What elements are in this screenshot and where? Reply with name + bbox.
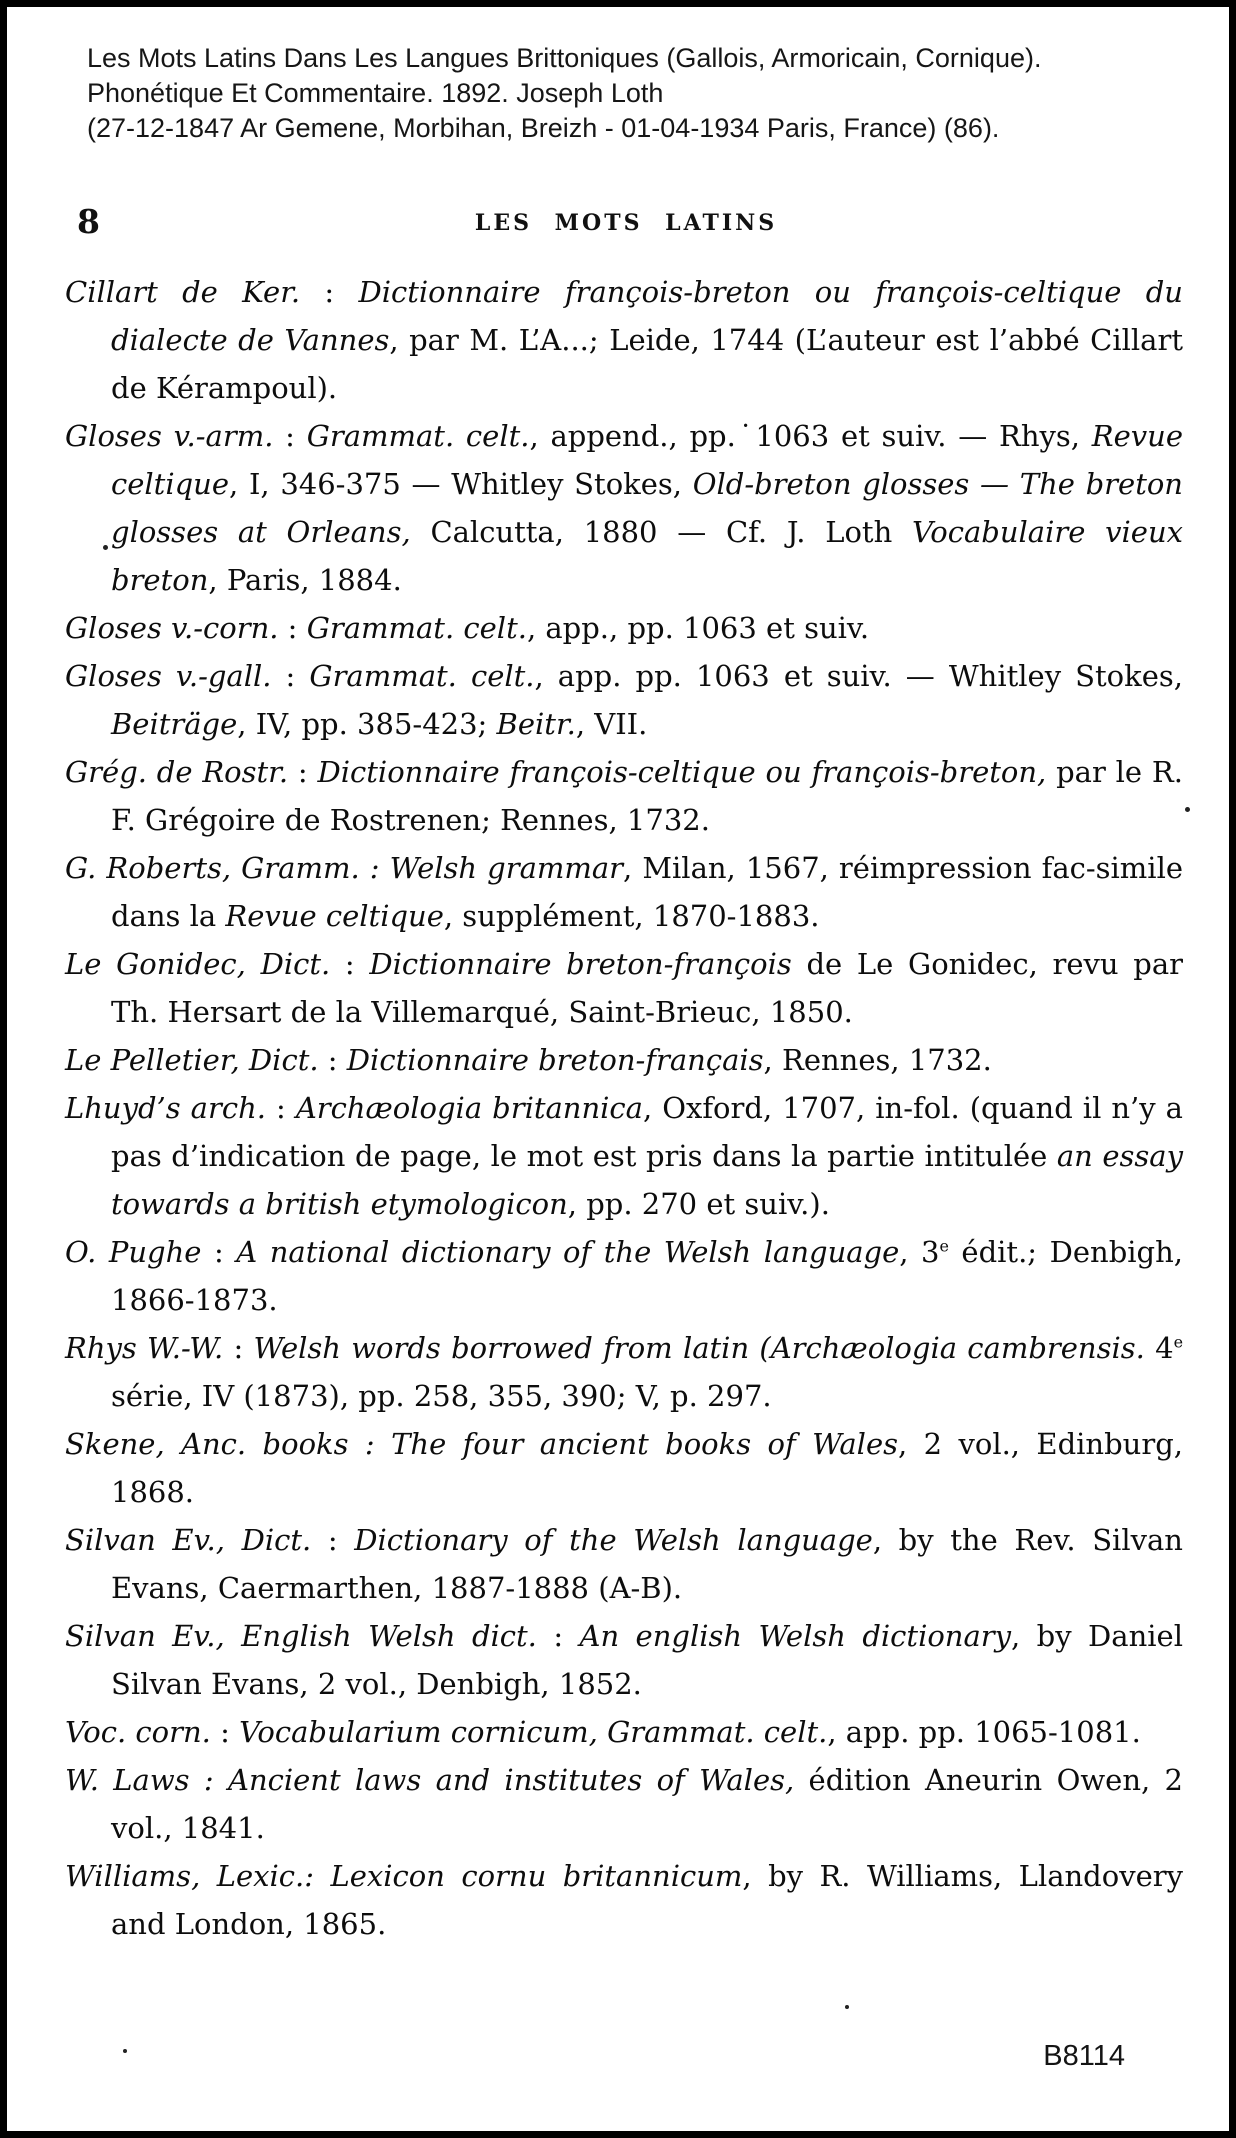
entry-text-segment: Dictionnaire breton-français: [346, 1043, 764, 1077]
bibliography-entry: [65, 1036, 1183, 1084]
entry-text-segment: Lexicon cornu britannicum: [330, 1859, 743, 1893]
entry-text-segment: , IV, pp. 385-423;: [237, 707, 497, 741]
entry-text-segment: :: [536, 1619, 580, 1653]
entry-text-segment: an essay towards a british etymologicon: [111, 1139, 1183, 1221]
entry-text-segment: , par M. L’A...; Leide, 1744 (L’auteur est l’abbé Cillart de Kérampoul).: [111, 323, 1183, 405]
entry-text-segment: Dictionnaire breton-françois: [369, 947, 792, 981]
ink-speck: [123, 2049, 127, 2053]
entry-text-segment: G. Roberts, Gramm. :: [65, 851, 380, 885]
entry-text-segment: par le R. F. Grégoire de Rostrenen; Rennes, 1732.: [111, 755, 1183, 837]
entry-text-segment: Gloses v.-gall.: [65, 659, 272, 693]
entry-text-segment: Silvan Ev., Dict.: [65, 1523, 312, 1557]
entry-text-segment: Voc. corn.: [65, 1715, 211, 1749]
entry-text-segment: Vocabularium cornicum, Grammat. celt.: [239, 1715, 828, 1749]
entry-text-segment: , by Daniel Silvan Evans, 2 vol., Denbigh, 1852.: [111, 1619, 1183, 1701]
entry-text-segment: , 2 vol., Edinburg, 1868.: [111, 1427, 1184, 1509]
entry-text-segment: Williams, Lexic.:: [65, 1859, 315, 1893]
entry-text-segment: Welsh grammar: [389, 851, 624, 885]
entry-text-segment: Grammat. celt.: [306, 611, 527, 645]
entry-text-segment: :: [288, 755, 318, 789]
entry-text-segment: :: [273, 419, 307, 453]
bibliography-entry: [65, 748, 1183, 844]
entry-text-segment: Grammat. celt.: [306, 419, 530, 453]
entry-text-segment: Welsh words borrowed from latin (Archæologia cambrensis.: [253, 1331, 1145, 1365]
entry-text-segment: édit.; Denbigh, 1866-1873.: [111, 1235, 1183, 1317]
catalogue-header: [87, 41, 1189, 146]
entry-text-segment: série, IV (1873), pp. 258, 355, 390; V, p. 297.: [111, 1379, 772, 1413]
entry-text-segment: de Le Gonidec, revu par Th. Hersart de la Villemarqué, Saint-Brieuc, 1850.: [111, 947, 1183, 1029]
bibliography-entry: [65, 1852, 1183, 1948]
entry-text-segment: :: [210, 1715, 240, 1749]
entry-text-segment: Silvan Ev., English Welsh dict.: [65, 1619, 537, 1653]
entry-text-segment: , app. pp. 1063 et suiv. — Whitley Stokes,: [534, 659, 1183, 693]
entry-text-segment: Archæologia britannica: [295, 1091, 643, 1125]
entry-text-segment: , supplément, 1870-1883.: [443, 899, 820, 933]
entry-text-segment: , pp. 270 et suiv.).: [567, 1187, 830, 1221]
entry-text-segment: Revue celtique: [111, 419, 1184, 501]
entry-text-segment: Dictionnaire françois-celtique ou françois-breton,: [317, 755, 1047, 789]
entry-text-segment: , Oxford, 1707, in-fol. (quand il n’y a pas d’indication de page, le mot est pris dans la partie intitulée: [111, 1091, 1183, 1173]
page-head: [73, 202, 1179, 246]
bibliography-entry: [65, 604, 1183, 652]
entry-text-segment: :: [300, 275, 359, 309]
catalog-code: B8114: [1043, 2040, 1125, 2072]
entry-text-segment: , VII.: [575, 707, 648, 741]
bibliography-entry: [65, 1708, 1183, 1756]
entry-text-segment: Grammat. celt.: [309, 659, 535, 693]
entry-text-segment: [380, 851, 390, 885]
entry-text-segment: :: [265, 1091, 296, 1125]
ink-speck: [1185, 807, 1190, 812]
bibliography-entry: [65, 1324, 1183, 1420]
bibliography-entry: [65, 940, 1183, 1036]
entry-text-segment: An english Welsh dictionary: [579, 1619, 1012, 1653]
entry-text-segment: , Milan, 1567, réimpression fac-simile dans la: [111, 851, 1184, 933]
entry-text-segment: , app. pp. 1065-1081.: [827, 1715, 1141, 1749]
entry-text-segment: :: [311, 1523, 355, 1557]
entry-text-segment: Dictionnaire françois-breton ou françois-celtique du dialecte de Vannes: [111, 275, 1183, 357]
bibliography-entry: [65, 844, 1183, 940]
ink-speck: [103, 545, 108, 550]
entry-text-segment: [375, 1427, 391, 1461]
bibliography-entry: [65, 1516, 1183, 1612]
entry-text-segment: Gloses v.-corn.: [65, 611, 279, 645]
bibliography-entry: [65, 1084, 1183, 1228]
entry-text-segment: Ancient laws and institutes of Wales,: [228, 1763, 795, 1797]
entry-text-segment: Le Gonidec, Dict.: [65, 947, 331, 981]
entry-text-segment: Rhys W.-W.: [65, 1331, 224, 1365]
bibliography-entry: [65, 652, 1183, 748]
entry-text-segment: 4: [1144, 1331, 1174, 1365]
entry-text-segment: , by R. Williams, Llandovery and London, 1865.: [111, 1859, 1183, 1941]
entry-text-segment: , app., pp. 1063 et suiv.: [526, 611, 870, 645]
catalogue-header-line3: (27-12-1847 Ar Gemene, Morbihan, Breizh - 01-04-1934 Paris, France) (86).: [87, 113, 1000, 143]
entry-text-segment: Grég. de Rostr.: [65, 755, 289, 789]
entry-text-segment: Beitr.: [496, 707, 576, 741]
entry-text-segment: édition Aneurin Owen, 2 vol., 1841.: [111, 1763, 1184, 1845]
entry-text-segment: [314, 1859, 330, 1893]
entry-text-segment: W. Laws :: [65, 1763, 214, 1797]
entry-text-segment: Beiträge: [111, 707, 238, 741]
entry-text-segment: :: [201, 1235, 237, 1269]
entry-text-segment: Lhuyd’s arch.: [65, 1091, 266, 1125]
bibliography-list: [65, 268, 1183, 1948]
entry-text-segment: , 3: [899, 1235, 940, 1269]
bibliography-entry: [65, 1228, 1183, 1324]
entry-text-segment: [214, 1763, 228, 1797]
entry-text-segment: e: [939, 1236, 949, 1256]
bibliography-entry: [65, 412, 1183, 604]
entry-text-segment: :: [223, 1331, 254, 1365]
entry-text-segment: O. Pughe: [65, 1235, 202, 1269]
entry-text-segment: The four ancient books of Wales: [391, 1427, 898, 1461]
entry-text-segment: Skene, Anc. books :: [65, 1427, 375, 1461]
entry-text-segment: Revue celtique: [225, 899, 444, 933]
page-number: 8: [77, 202, 100, 241]
entry-text-segment: , Rennes, 1732.: [763, 1043, 992, 1077]
entry-text-segment: Vocabulaire vieux breton: [111, 515, 1183, 597]
catalogue-header-line2: Phonétique Et Commentaire. 1892. Joseph Loth: [87, 78, 664, 108]
entry-text-segment: Gloses v.-arm.: [65, 419, 274, 453]
ink-speck: [845, 2005, 849, 2009]
entry-text-segment: , by the Rev. Silvan Evans, Caermarthen, 1887-1888 (A-B).: [111, 1523, 1183, 1605]
entry-text-segment: :: [318, 1043, 347, 1077]
running-head: LES MOTS LATINS: [474, 210, 778, 236]
entry-text-segment: :: [271, 659, 310, 693]
bibliography-entry: [65, 268, 1183, 412]
entry-text-segment: Le Pelletier, Dict.: [65, 1043, 319, 1077]
bibliography-entry: [65, 1612, 1183, 1708]
entry-text-segment: , append., pp.˙1063 et suiv. — Rhys,: [529, 419, 1092, 453]
entry-text-segment: , Paris, 1884.: [208, 563, 402, 597]
entry-text-segment: e: [1173, 1332, 1184, 1352]
entry-text-segment: Dictionary of the Welsh language: [354, 1523, 873, 1557]
entry-text-segment: Old-breton glosses — The breton glosses at Orleans,: [111, 467, 1183, 549]
entry-text-segment: , I, 346-375 — Whitley Stokes,: [229, 467, 693, 501]
catalogue-header-line1: Les Mots Latins Dans Les Langues Brittoniques (Gallois, Armoricain, Cornique).: [87, 43, 1042, 73]
entry-text-segment: :: [278, 611, 307, 645]
bibliography-entry: [65, 1756, 1183, 1852]
entry-text-segment: Calcutta, 1880 — Cf. J. Loth: [410, 515, 912, 549]
bibliography-entry: [65, 1420, 1183, 1516]
entry-text-segment: :: [330, 947, 370, 981]
entry-text-segment: A national dictionary of the Welsh language: [236, 1235, 900, 1269]
entry-text-segment: Cillart de Ker.: [65, 275, 301, 309]
